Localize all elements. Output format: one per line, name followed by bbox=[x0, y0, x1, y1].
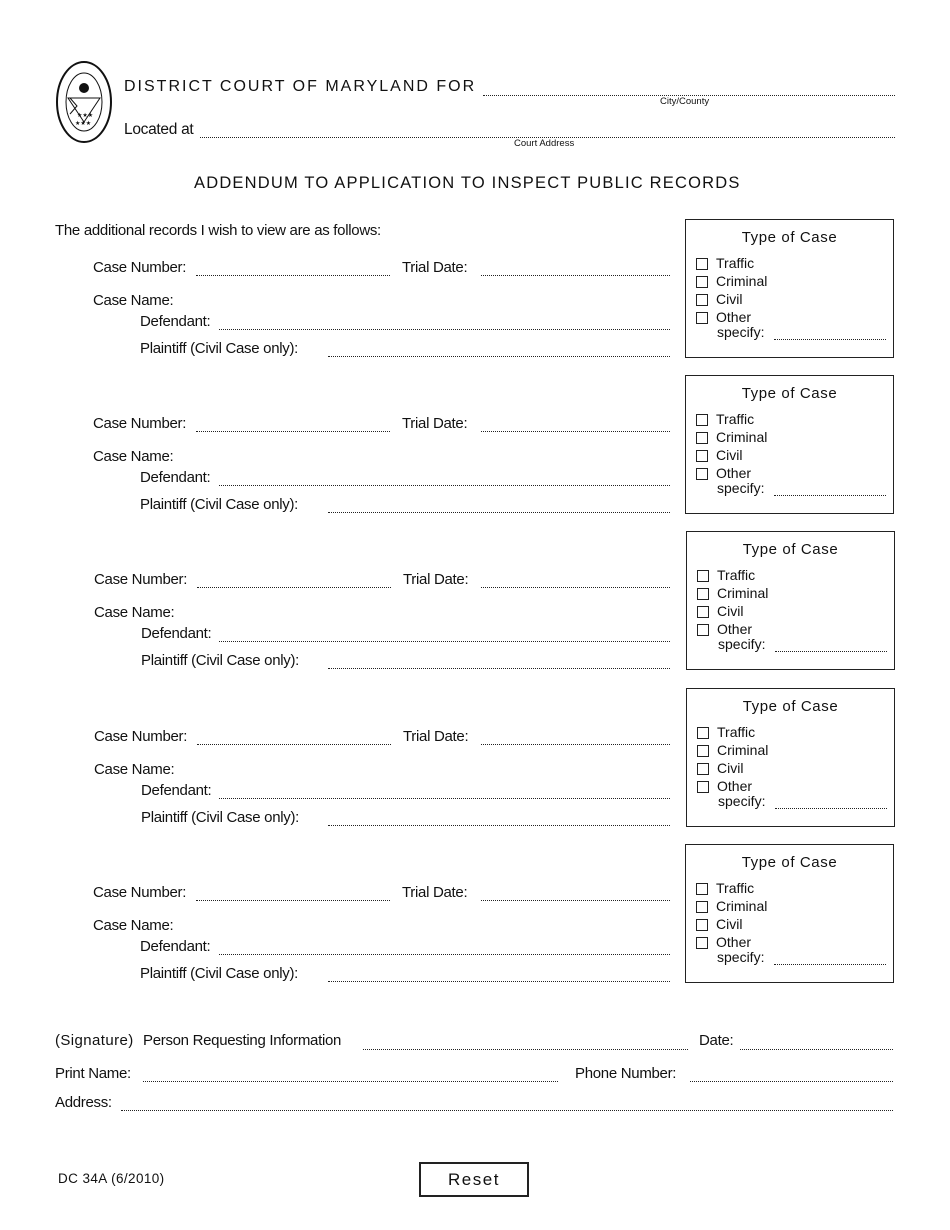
option-label: Other bbox=[717, 621, 753, 637]
svg-text:★★★: ★★★ bbox=[75, 121, 92, 127]
specify-input[interactable] bbox=[775, 651, 887, 652]
option-traffic[interactable] bbox=[696, 880, 754, 896]
case-number-label: Case Number: bbox=[94, 728, 188, 745]
case-number-label: Case Number: bbox=[94, 571, 188, 588]
option-label: Traffic bbox=[717, 567, 756, 583]
reset-button[interactable]: Reset bbox=[419, 1162, 529, 1197]
case-name-label: Case Name: bbox=[93, 917, 174, 934]
defendant-input[interactable] bbox=[219, 641, 670, 642]
checkbox-criminal[interactable] bbox=[697, 745, 709, 757]
form-id bbox=[58, 1171, 165, 1186]
checkbox-civil[interactable] bbox=[696, 450, 708, 462]
form-number: DC 34A bbox=[58, 1171, 107, 1186]
checkbox-civil[interactable] bbox=[697, 763, 709, 775]
option-label: Civil bbox=[716, 447, 743, 463]
svg-text:★★★: ★★★ bbox=[77, 113, 94, 119]
trial-date-input[interactable] bbox=[481, 900, 670, 901]
option-criminal[interactable] bbox=[696, 273, 767, 289]
option-civil[interactable] bbox=[697, 760, 743, 776]
date-input[interactable] bbox=[740, 1049, 893, 1050]
option-other[interactable] bbox=[696, 934, 751, 950]
checkbox-other[interactable] bbox=[697, 781, 709, 793]
plaintiff-label: Plaintiff (Civil Case only): bbox=[140, 340, 299, 357]
intro-text: The additional records I wish to view are as follows: bbox=[55, 222, 381, 239]
option-label: Traffic bbox=[717, 724, 756, 740]
specify-label: specify: bbox=[717, 949, 765, 965]
option-label: Criminal bbox=[717, 585, 769, 601]
option-criminal[interactable] bbox=[697, 742, 768, 758]
address-label: Address: bbox=[55, 1094, 112, 1111]
option-civil[interactable] bbox=[696, 447, 742, 463]
case-number-input[interactable] bbox=[196, 900, 390, 901]
court-address-caption: Court Address bbox=[514, 138, 575, 149]
plaintiff-label: Plaintiff (Civil Case only): bbox=[140, 496, 299, 513]
specify-label: specify: bbox=[717, 480, 765, 496]
case-number-input[interactable] bbox=[197, 587, 391, 588]
option-label: Criminal bbox=[716, 429, 768, 445]
checkbox-criminal[interactable] bbox=[696, 432, 708, 444]
located-at-label: Located at bbox=[124, 121, 194, 138]
defendant-label: Defendant: bbox=[140, 938, 211, 955]
case-number-label: Case Number: bbox=[93, 415, 187, 432]
type-of-case-box bbox=[685, 844, 894, 983]
option-label: Criminal bbox=[716, 273, 768, 289]
defendant-label: Defendant: bbox=[140, 313, 211, 330]
option-label: Other bbox=[716, 309, 752, 325]
option-label: Civil bbox=[716, 916, 743, 932]
specify-input[interactable] bbox=[774, 339, 886, 340]
option-traffic[interactable] bbox=[696, 411, 754, 427]
trial-date-label: Trial Date: bbox=[403, 571, 469, 588]
trial-date-label: Trial Date: bbox=[402, 415, 468, 432]
city-county-caption: City/County bbox=[660, 96, 710, 107]
option-label: Traffic bbox=[716, 880, 755, 896]
trial-date-input[interactable] bbox=[481, 275, 670, 276]
type-of-case-title: Type of Case bbox=[741, 229, 838, 246]
trial-date-input[interactable] bbox=[481, 587, 670, 588]
type-of-case-title: Type of Case bbox=[741, 385, 838, 402]
court-heading: DISTRICT COURT OF MARYLAND FOR bbox=[124, 78, 477, 95]
option-label: Civil bbox=[717, 760, 744, 776]
option-label: Other bbox=[716, 465, 752, 481]
plaintiff-input[interactable] bbox=[328, 825, 670, 826]
signature-prefix: (Signature) bbox=[55, 1032, 134, 1049]
option-label: Other bbox=[717, 778, 753, 794]
defendant-input[interactable] bbox=[219, 954, 670, 955]
option-label: Traffic bbox=[716, 255, 755, 271]
phone-input[interactable] bbox=[690, 1081, 893, 1082]
option-label: Civil bbox=[716, 291, 743, 307]
trial-date-label: Trial Date: bbox=[402, 884, 468, 901]
specify-label: specify: bbox=[718, 793, 766, 809]
plaintiff-label: Plaintiff (Civil Case only): bbox=[141, 652, 300, 669]
case-name-label: Case Name: bbox=[93, 448, 174, 465]
case-number-input[interactable] bbox=[197, 744, 391, 745]
option-other[interactable] bbox=[696, 465, 751, 481]
checkbox-other[interactable] bbox=[696, 312, 708, 324]
option-other[interactable] bbox=[697, 621, 752, 637]
checkbox-traffic[interactable] bbox=[696, 414, 708, 426]
checkbox-civil[interactable] bbox=[696, 919, 708, 931]
option-criminal[interactable] bbox=[697, 585, 768, 601]
case-name-label: Case Name: bbox=[94, 604, 175, 621]
defendant-input[interactable] bbox=[219, 485, 670, 486]
option-civil[interactable] bbox=[697, 603, 743, 619]
plaintiff-input[interactable] bbox=[328, 981, 670, 982]
defendant-label: Defendant: bbox=[141, 625, 212, 642]
option-traffic[interactable] bbox=[697, 724, 755, 740]
checkbox-traffic[interactable] bbox=[697, 727, 709, 739]
checkbox-traffic[interactable] bbox=[697, 570, 709, 582]
option-label: Civil bbox=[717, 603, 744, 619]
defendant-input[interactable] bbox=[219, 329, 670, 330]
option-criminal[interactable] bbox=[696, 898, 767, 914]
case-number-label: Case Number: bbox=[93, 884, 187, 901]
case-name-label: Case Name: bbox=[94, 761, 175, 778]
court-seal bbox=[55, 60, 113, 144]
type-of-case-box bbox=[685, 375, 894, 514]
option-label: Other bbox=[716, 934, 752, 950]
checkbox-civil[interactable] bbox=[697, 606, 709, 618]
type-of-case-box bbox=[685, 219, 894, 358]
print-name-input[interactable] bbox=[143, 1081, 558, 1082]
checkbox-other[interactable] bbox=[696, 468, 708, 480]
checkbox-criminal[interactable] bbox=[696, 276, 708, 288]
page-title: ADDENDUM TO APPLICATION TO INSPECT PUBLIC RECORDS bbox=[194, 174, 741, 192]
checkbox-criminal[interactable] bbox=[696, 901, 708, 913]
option-label: Criminal bbox=[717, 742, 769, 758]
form-date: (6/2010) bbox=[111, 1171, 165, 1186]
specify-input[interactable] bbox=[774, 964, 886, 965]
phone-label: Phone Number: bbox=[575, 1065, 677, 1082]
option-civil[interactable] bbox=[696, 916, 742, 932]
plaintiff-input[interactable] bbox=[328, 668, 670, 669]
plaintiff-label: Plaintiff (Civil Case only): bbox=[141, 809, 300, 826]
type-of-case-box bbox=[686, 531, 895, 670]
trial-date-input[interactable] bbox=[481, 744, 670, 745]
plaintiff-input[interactable] bbox=[328, 512, 670, 513]
option-civil[interactable] bbox=[696, 291, 742, 307]
specify-label: specify: bbox=[718, 636, 766, 652]
print-name-label: Print Name: bbox=[55, 1065, 131, 1082]
case-number-label: Case Number: bbox=[93, 259, 187, 276]
trial-date-input[interactable] bbox=[481, 431, 670, 432]
type-of-case-box bbox=[686, 688, 895, 827]
defendant-label: Defendant: bbox=[140, 469, 211, 486]
plaintiff-input[interactable] bbox=[328, 356, 670, 357]
option-other[interactable] bbox=[697, 778, 752, 794]
address-input[interactable] bbox=[121, 1110, 893, 1111]
checkbox-other[interactable] bbox=[696, 937, 708, 949]
defendant-label: Defendant: bbox=[141, 782, 212, 799]
specify-input[interactable] bbox=[774, 495, 886, 496]
specify-label: specify: bbox=[717, 324, 765, 340]
option-traffic[interactable] bbox=[696, 255, 754, 271]
option-traffic[interactable] bbox=[697, 567, 755, 583]
type-of-case-title: Type of Case bbox=[741, 854, 838, 871]
specify-input[interactable] bbox=[775, 808, 887, 809]
checkbox-other[interactable] bbox=[697, 624, 709, 636]
trial-date-label: Trial Date: bbox=[403, 728, 469, 745]
option-other[interactable] bbox=[696, 309, 751, 325]
checkbox-criminal[interactable] bbox=[697, 588, 709, 600]
plaintiff-label: Plaintiff (Civil Case only): bbox=[140, 965, 299, 982]
case-number-input[interactable] bbox=[196, 275, 390, 276]
case-number-input[interactable] bbox=[196, 431, 390, 432]
option-criminal[interactable] bbox=[696, 429, 767, 445]
type-of-case-title: Type of Case bbox=[742, 541, 839, 558]
trial-date-label: Trial Date: bbox=[402, 259, 468, 276]
option-label: Traffic bbox=[716, 411, 755, 427]
checkbox-civil[interactable] bbox=[696, 294, 708, 306]
case-name-label: Case Name: bbox=[93, 292, 174, 309]
type-of-case-title: Type of Case bbox=[742, 698, 839, 715]
signature-input[interactable] bbox=[363, 1049, 688, 1050]
person-requesting-label: Person Requesting Information bbox=[143, 1032, 342, 1049]
date-label: Date: bbox=[699, 1032, 734, 1049]
defendant-input[interactable] bbox=[219, 798, 670, 799]
checkbox-traffic[interactable] bbox=[696, 883, 708, 895]
checkbox-traffic[interactable] bbox=[696, 258, 708, 270]
option-label: Criminal bbox=[716, 898, 768, 914]
